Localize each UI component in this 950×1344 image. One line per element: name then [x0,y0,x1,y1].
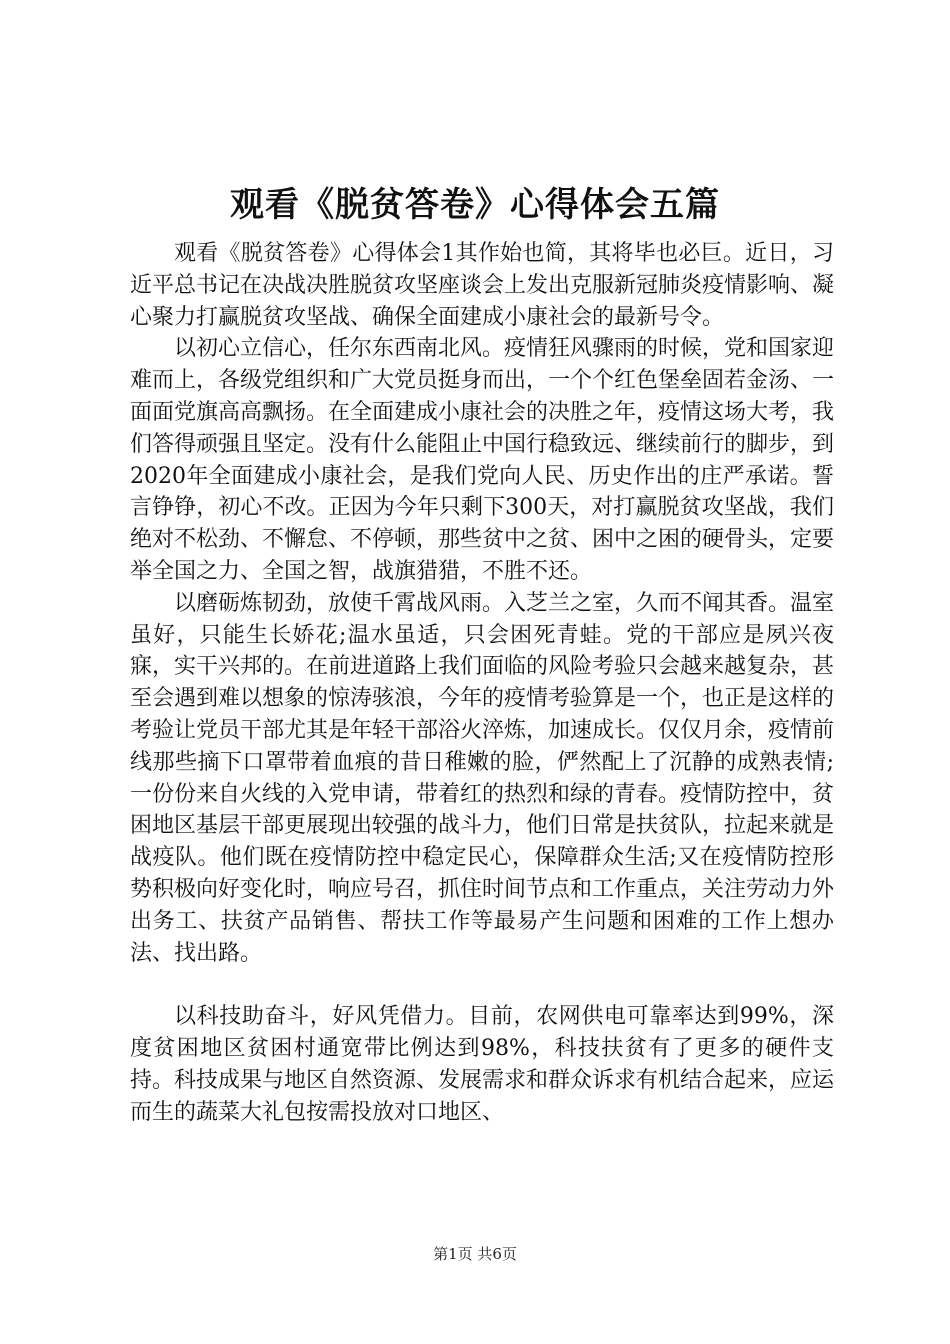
paragraph-3: 以磨砺炼韧劲，放使千霄战风雨。入芝兰之室，久而不闻其香。温室虽好，只能生长娇花;温水虽适，只会困死青蛙。党的干部应是夙兴夜寐，实干兴邦的。在前进道路上我们面临的风险考验只会越来越复杂，甚至会遇到难以想象的惊涛骇浪，今年的疫情考验算是一个，也正是这样的考验让党员干部尤其是年轻干部浴火淬炼，加速成长。仅仅月余，疫情前线那些摘下口罩带着血痕的昔日稚嫩的脸，俨然配上了沉静的成熟表情;一份份来自火线的入党申请，带着红的热烈和绿的青春。疫情防控中，贫困地区基层干部更展现出较强的战斗力，他们日常是扶贫队，拉起来就是战疫队。他们既在疫情防控中稳定民心，保障群众生活;又在疫情防控形势积极向好变化时，响应号召，抓住时间节点和工作重点，关注劳动力外出务工、扶贫产品销售、帮扶工作等最易产生问题和困难的工作上想办法、找出路。 [130,590,835,966]
document-title: 观看《脱贫答卷》心得体会五篇 [230,185,720,225]
paragraph-4: 以科技助奋斗，好风凭借力。目前，农网供电可靠率达到99%，深度贫困地区贫困村通宽带比例达到98%，科技扶贫有了更多的硬件支持。科技成果与地区自然资源、发展需求和群众诉求有机结合起来，应运而生的蔬菜大礼包按需投放对口地区、 [130,1004,835,1125]
page-footer: 第1页 共6页 [433,1245,517,1263]
paragraph-1: 观看《脱贫答卷》心得体会1其作始也简，其将毕也必巨。近日，习近平总书记在决战决胜脱贫攻坚座谈会上发出克服新冠肺炎疫情影响、凝心聚力打赢脱贫攻坚战、确保全面建成小康社会的最新号令。 [130,241,835,330]
document-body [130,238,834,1129]
paragraph-2: 以初心立信心，任尔东西南北风。疫情狂风骤雨的时候，党和国家迎难而上，各级党组织和广大党员挺身而出，一个个红色堡垒固若金汤、一面面党旗高高飘扬。在全面建成小康社会的决胜之年，疫情这场大考，我们答得顽强且坚定。没有什么能阻止中国行稳致远、继续前行的脚步，到2020年全面建成小康社会，是我们党向人民、历史作出的庄严承诺。誓言铮铮，初心不改。正因为今年只剩下300天，对打赢脱贫攻坚战，我们绝对不松劲、不懈怠、不停顿，那些贫中之贫、困中之困的硬骨头，定要举全国之力、全国之智，战旗猎猎，不胜不还。 [130,336,835,584]
